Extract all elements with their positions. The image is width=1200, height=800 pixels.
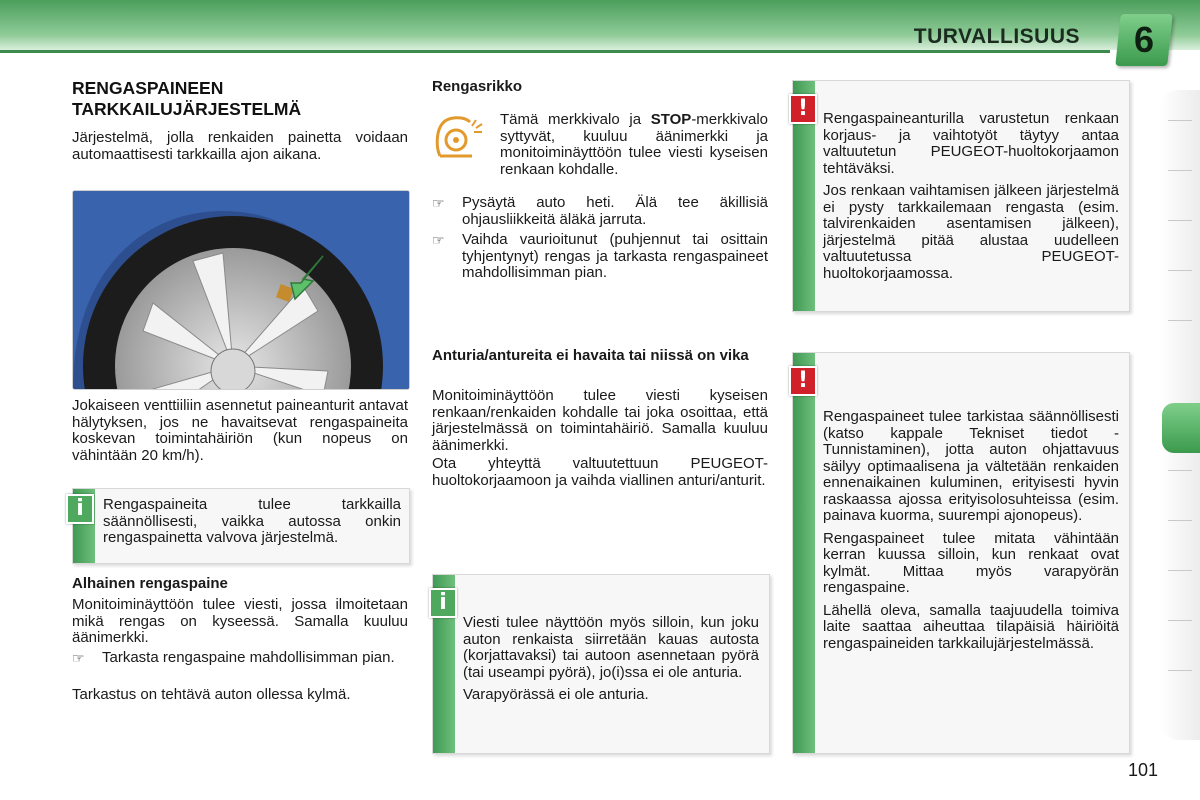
sensor-fault-heading: Anturia/antureita ei havaita tai niissä on vika bbox=[432, 347, 749, 364]
info-box-paragraph: Varapyörässä ei ole anturia. bbox=[463, 686, 649, 703]
pointing-hand-icon: ☞ bbox=[432, 232, 445, 248]
rail-tick bbox=[1168, 620, 1192, 621]
low-pressure-bullet bbox=[72, 649, 408, 667]
pointing-hand-icon: ☞ bbox=[432, 195, 445, 211]
sensor-fault-text-1: Monitoiminäyttöön tulee viesti kyseisen renkaan/renkaiden kohdalle tai joka osoittaa, että järjestelmässä on toimintahäiriö. Samalla kuuluu äänimerkki. bbox=[432, 387, 768, 454]
bullet-text: Pysäytä auto heti. Älä tee äkillisiä ohjausliikkeitä äläkä jarruta. bbox=[462, 194, 768, 228]
sensor-fault-text-2: Ota yhteyttä valtuutettuun PEUGEOT-huoltokorjaamoon ja vaihda viallinen anturi/anturit. bbox=[432, 455, 768, 489]
puncture-bullet-2 bbox=[432, 231, 768, 282]
page-title: RENGASPAINEEN TARKKAILUJÄRJESTELMÄ bbox=[72, 78, 302, 119]
page-number: 101 bbox=[1128, 760, 1159, 780]
rail-tick bbox=[1168, 270, 1192, 271]
rail-tick bbox=[1168, 670, 1192, 671]
low-pressure-note: Tarkastus on tehtävä auton ollessa kylmä. bbox=[72, 686, 351, 703]
puncture-text-pre: Tämä merkkivalo ja bbox=[500, 111, 651, 128]
rail-tick bbox=[1168, 470, 1192, 471]
low-pressure-text: Monitoiminäyttöön tulee viesti, jossa ilmoitetaan mikä rengas on kyseessä. Samalla kuuluu äänimerkki. bbox=[72, 596, 408, 646]
warning-box-paragraph: Lähellä oleva, samalla taajuudella toimiva laite saattaa aiheuttaa tilapäisiä häiriöitä rengaspaineiden tarkkailujärjestelmässä. bbox=[823, 601, 1119, 652]
info-box-text: Rengaspaineita tulee tarkkailla säännöllisesti, vaikka autossa onkin rengaspainetta valvova järjestelmä. bbox=[103, 496, 401, 546]
rail-tick bbox=[1168, 570, 1192, 571]
low-pressure-heading: Alhainen rengaspaine bbox=[72, 575, 228, 592]
tyre-pressure-warning-icon bbox=[432, 112, 488, 164]
warning-box-repair bbox=[792, 80, 1130, 312]
warning-box-paragraph: Rengaspaineet tulee tarkistaa säännöllisesti (katso kappale Tekniset tiedot - Tunnistaminen), jotta auton ohjattavuus säilyy optimaalisena ja vältetään renkaiden ennenaikainen kuluminen, erityisesti hyvin raskaassa ajossa erityisolosuhteissa (esim. painava kuorma, suurempi ajonopeus). bbox=[823, 408, 1119, 524]
warning-box-pressure-checks bbox=[792, 352, 1130, 754]
info-icon: i bbox=[66, 494, 94, 524]
puncture-bullet-1 bbox=[432, 194, 768, 228]
rail-tick bbox=[1168, 170, 1192, 171]
chapter-6-side-tab bbox=[1162, 403, 1200, 453]
chapter-number: 6 bbox=[1133, 19, 1155, 60]
info-box-text bbox=[463, 615, 759, 710]
warning-box-text bbox=[823, 111, 1119, 288]
stop-word: STOP bbox=[650, 111, 692, 128]
header-divider bbox=[0, 50, 1110, 53]
info-box-sensor-message bbox=[432, 574, 770, 754]
section-title: TURVALLISUUS bbox=[913, 25, 1080, 48]
bullet-text: Tarkasta rengaspaine mahdollisimman pian. bbox=[102, 649, 395, 666]
info-box-check-pressure bbox=[72, 488, 410, 564]
wheel-illustration bbox=[73, 191, 409, 389]
tyre-valve-photo bbox=[72, 190, 410, 390]
warning-box-bar bbox=[793, 353, 815, 753]
warning-box-paragraph: Jos renkaan vaihtamisen jälkeen järjestelmä ei pysty tarkkailemaan rengasta (esim. talvirenkaiden asentamisen jälkeen), järjestelmä pitää alustaa uudelleen valtuutetussa PEUGEOT-huoltokorjaamossa. bbox=[823, 182, 1119, 282]
info-icon: i bbox=[429, 588, 457, 618]
bullet-text: Vaihda vaurioitunut (puhjennut tai osittain tyhjentynyt) rengas ja tarkasta rengaspaineet mahdollisimman pian. bbox=[462, 231, 768, 281]
warning-icon: ! bbox=[789, 366, 817, 396]
intro-text: Järjestelmä, jolla renkaiden painetta voidaan automaattisesti tarkkailla ajon aikana. bbox=[72, 129, 408, 163]
puncture-heading: Rengasrikko bbox=[432, 78, 523, 95]
rail-tick bbox=[1168, 220, 1192, 221]
pointing-hand-icon: ☞ bbox=[72, 650, 85, 666]
rail-tick bbox=[1168, 320, 1192, 321]
rail-tick bbox=[1168, 120, 1192, 121]
puncture-text bbox=[500, 112, 768, 178]
rail-tick bbox=[1168, 520, 1192, 521]
warning-box-paragraph: Rengaspaineanturilla varustetun renkaan korjaus- ja vaihtotyöt täytyy antaa valtuutetun PEUGEOT-huoltokorjaamon tehtäväksi. bbox=[823, 110, 1119, 177]
warning-box-text bbox=[823, 409, 1119, 658]
warning-icon: ! bbox=[789, 94, 817, 124]
warning-box-paragraph: Rengaspaineet tulee mitata vähintään kerran kuussa silloin, kun renkaat ovat kylmät. Mittaa myös varapyörän rengaspaine. bbox=[823, 529, 1119, 596]
sensor-alert-text: Jokaiseen venttiiliin asennetut paineanturit antavat hälytyksen, jos ne havaitsevat rengaspaineita koskevan toimintahäiriön (kun nopeus on vähintään 20 km/h). bbox=[72, 397, 408, 464]
puncture-text-post: -merkkivalo syttyvät, kuuluu äänimerkki ja monitoiminäyttöön tulee viesti kyseisen renkaan kohdalle. bbox=[500, 111, 768, 178]
info-box-paragraph: Viesti tulee näyttöön myös silloin, kun joku auton renkaista siirretään kauas autosta (korjattavaksi) tai autoon asennetaan pyörä (tai useampi pyörä), jo(i)ssa ei ole anturia. bbox=[463, 614, 759, 681]
